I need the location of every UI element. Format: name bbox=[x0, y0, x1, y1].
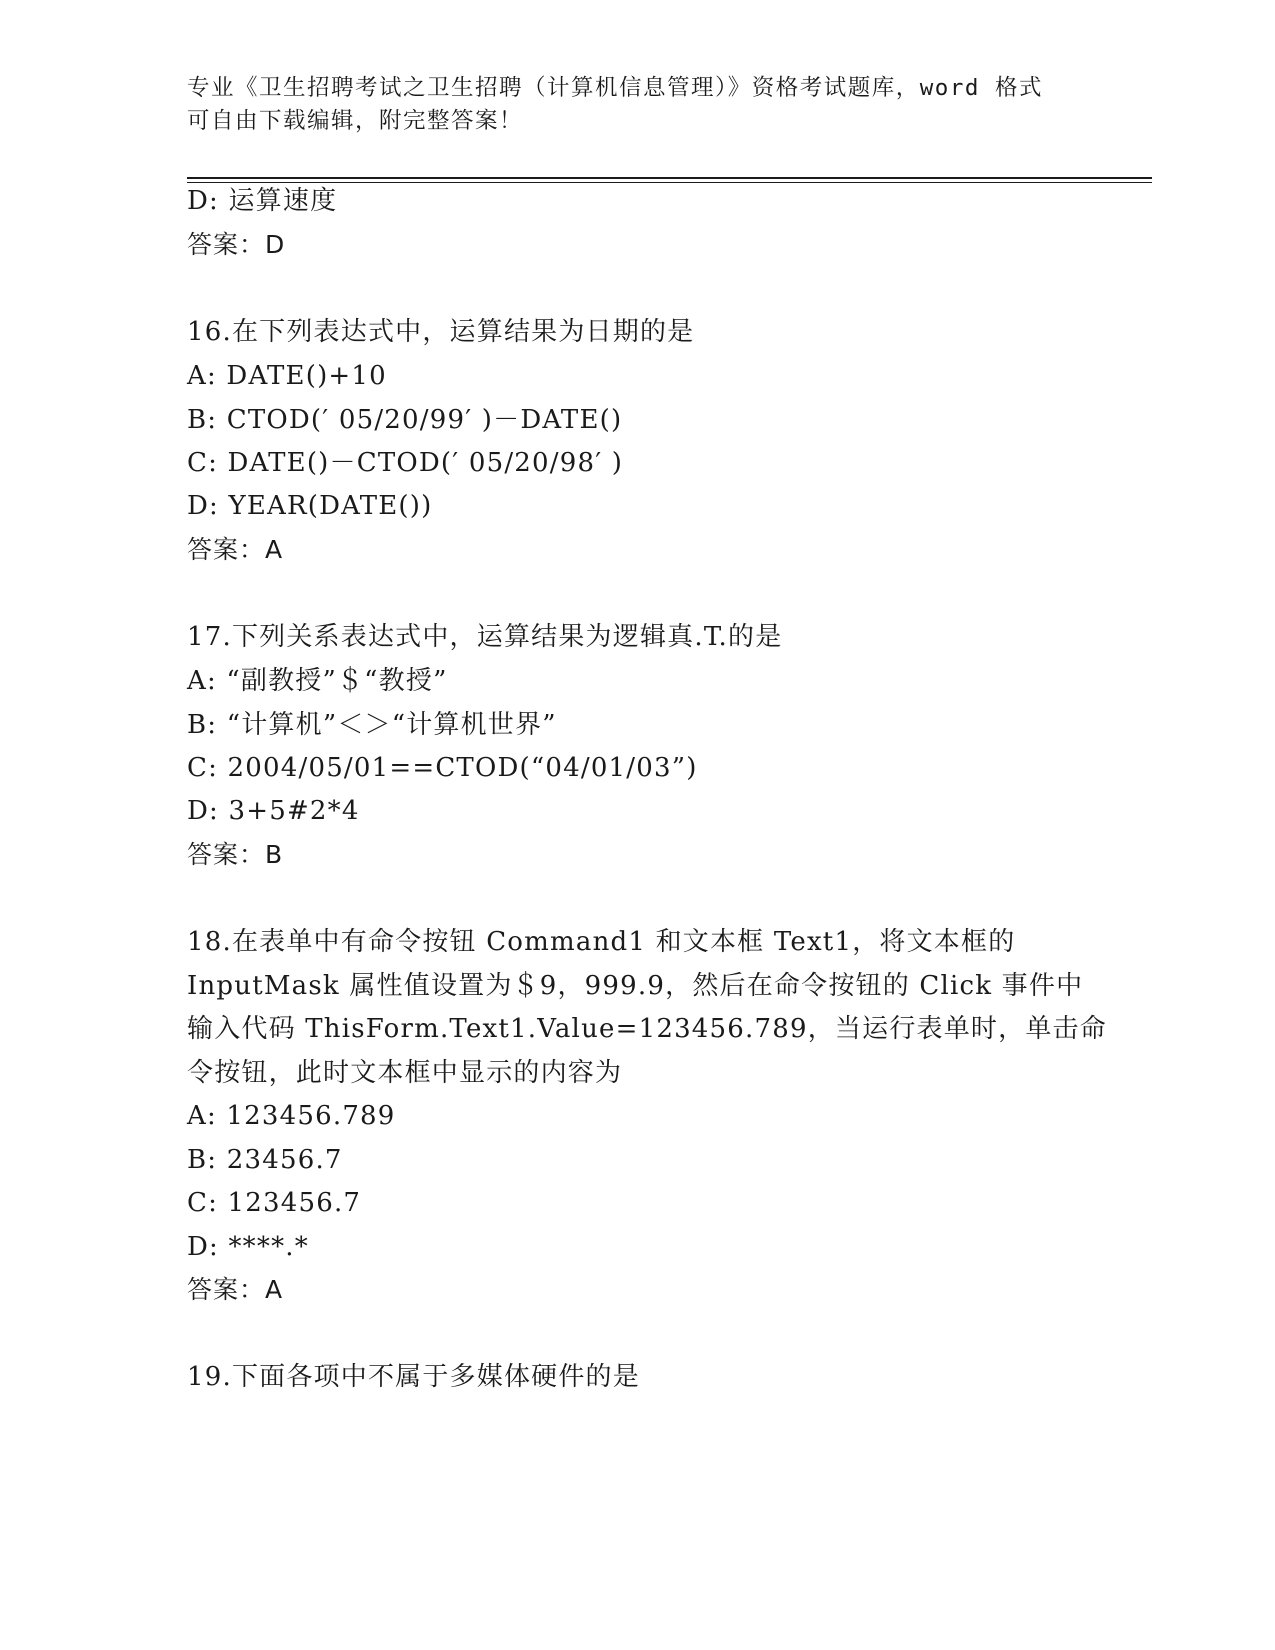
q16-option-b: B: CTOD(′ 05/20/99′ )－DATE() bbox=[187, 405, 623, 435]
q17-option-b: B: “计算机”＜＞“计算机世界” bbox=[187, 710, 557, 740]
q16-option-a: A: DATE()+10 bbox=[187, 361, 387, 391]
header-line-2: 可自由下载编辑，附完整答案！ bbox=[187, 108, 524, 134]
q16-option-d: D: YEAR(DATE()) bbox=[187, 491, 433, 521]
q17-answer: 答案：B bbox=[187, 840, 284, 869]
q18-option-b: B: 23456.7 bbox=[187, 1145, 343, 1175]
q17-option-a: A: “副教授”＄“教授” bbox=[187, 666, 448, 696]
q18-option-d: D: ****.* bbox=[187, 1232, 309, 1262]
q16-option-c: C: DATE()－CTOD(′ 05/20/98′ ) bbox=[187, 448, 624, 478]
q18-answer: 答案：A bbox=[187, 1275, 284, 1304]
q18-stem-line-3: 输入代码 ThisForm.Text1.Value=123456.789，当运行表单时，单击命 bbox=[187, 1014, 1107, 1044]
q17-option-d: D: 3+5#2*4 bbox=[187, 796, 360, 826]
q17-option-c: C: 2004/05/01==CTOD(“04/01/03”) bbox=[187, 753, 698, 783]
q18-stem-line-2: InputMask 属性值设置为＄9，999.9，然后在命令按钮的 Click 事件中 bbox=[187, 971, 1084, 1001]
header-line-1: 专业《卫生招聘考试之卫生招聘（计算机信息管理）》资格考试题库，word 格式 bbox=[187, 75, 1043, 101]
q18-option-a: A: 123456.789 bbox=[187, 1101, 396, 1131]
q15-option-d: D: 运算速度 bbox=[187, 186, 338, 216]
q16-stem: 16.在下列表达式中，运算结果为日期的是 bbox=[187, 317, 695, 347]
q17-stem: 17.下列关系表达式中，运算结果为逻辑真.T.的是 bbox=[187, 622, 783, 652]
q18-stem-line-1: 18.在表单中有命令按钮 Command1 和文本框 Text1，将文本框的 bbox=[187, 927, 1016, 957]
q18-stem-line-4: 令按钮，此时文本框中显示的内容为 bbox=[187, 1058, 623, 1088]
q19-stem: 19.下面各项中不属于多媒体硬件的是 bbox=[187, 1362, 640, 1392]
q15-answer: 答案：D bbox=[187, 230, 286, 259]
document-header bbox=[187, 72, 1087, 138]
q16-answer: 答案：A bbox=[187, 535, 284, 564]
header-divider-thick bbox=[187, 177, 1152, 179]
q18-option-c: C: 123456.7 bbox=[187, 1188, 362, 1218]
